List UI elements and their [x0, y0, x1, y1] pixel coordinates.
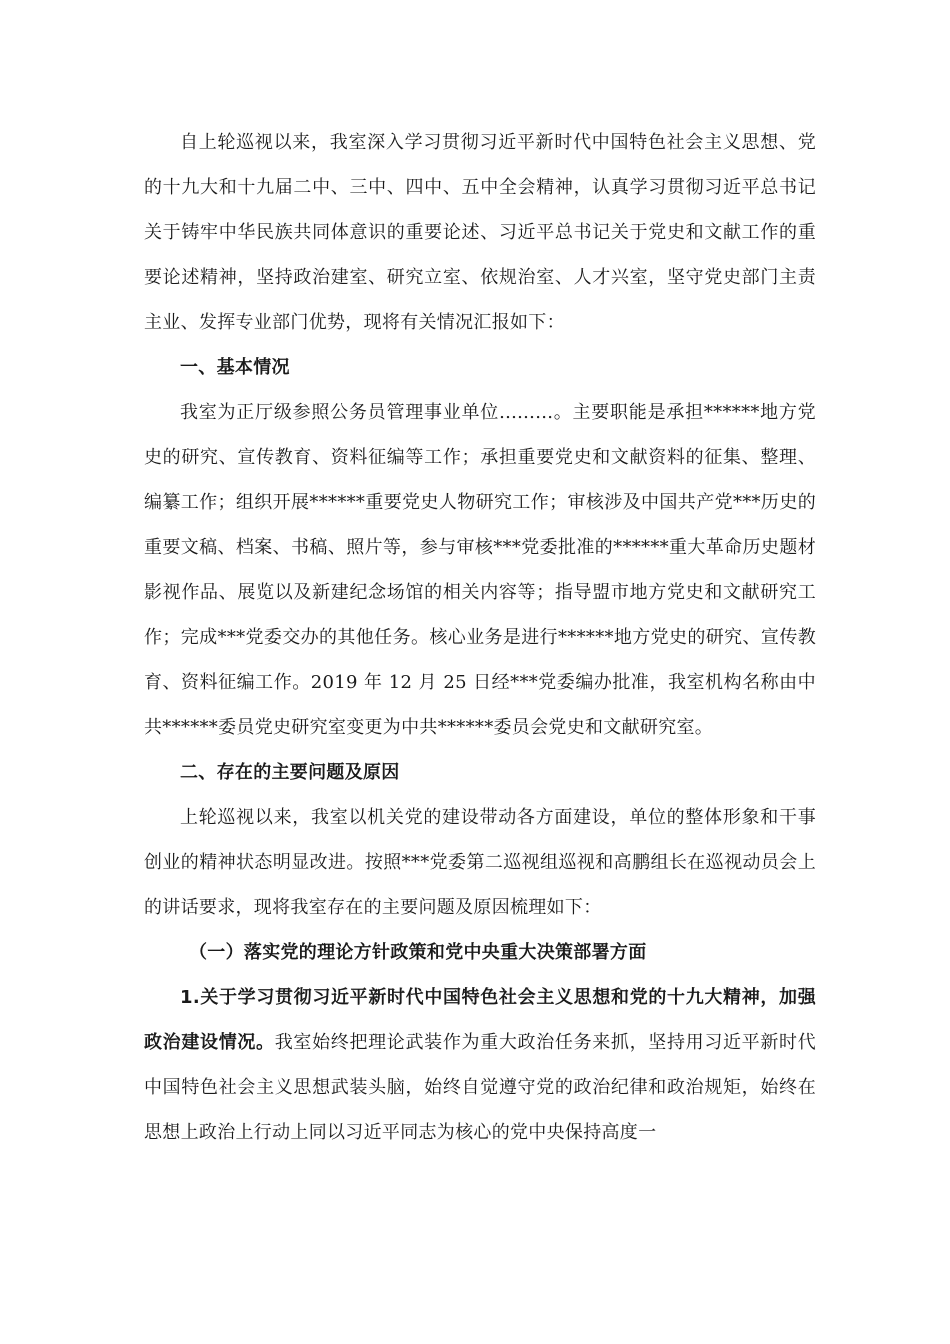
problems-paragraph: 上轮巡视以来，我室以机关党的建设带动各方面建设，单位的整体形象和干事创业的精神状态明显改进。按照***党委第二巡视组巡视和高鹏组长在巡视动员会上的讲话要求，现将我室存在的主要问题及原因梳理如下： — [144, 807, 816, 918]
item-1-paragraph — [144, 975, 816, 1155]
section-heading-basic: 一、基本情况 — [180, 357, 290, 378]
basic-info-paragraph: 我室为正厅级参照公务员管理事业单位.........。主要职能是承担******地方党史的研究、宣传教育、资料征编等工作；承担重要党史和文献资料的征集、整理、编纂工作；组织开展******重要党史人物研究工作；审核涉及中国共产党***历史的重要文稿、档案、书稿、照片等，参与审核***党委批准的******重大革命历史题材影视作品、展览以及新建纪念场馆的相关内容等；指导盟市地方党史和文献研究工作；完成***党委交办的其他任务。核心业务是进行******地方党史的研究、宣传教育、资料征编工作。2019 年 12 月 25 日经***党委编办批准，我室机构名称由中共******委员党史研究室变更为中共******委员会党史和文献研究室。 — [144, 402, 816, 738]
item-1-body: 我室始终把理论武装作为重大政治任务来抓，坚持用习近平新时代中国特色社会主义思想武装头脑，始终自觉遵守党的政治纪律和政治规矩，始终在思想上政治上行动上同以习近平同志为核心的党中央保持高度一 — [144, 1032, 816, 1143]
document-body — [144, 120, 816, 1155]
subsection-heading-1: （一）落实党的理论方针政策和党中央重大决策部署方面 — [189, 942, 647, 963]
section-heading-problems: 二、存在的主要问题及原因 — [180, 762, 400, 783]
intro-paragraph: 自上轮巡视以来，我室深入学习贯彻习近平新时代中国特色社会主义思想、党的十九大和十九届二中、三中、四中、五中全会精神，认真学习贯彻习近平总书记关于铸牢中华民族共同体意识的重要论述、习近平总书记关于党史和文献工作的重要论述精神，坚持政治建室、研究立室、依规治室、人才兴室，坚守党史部门主责主业、发挥专业部门优势，现将有关情况汇报如下： — [144, 132, 816, 333]
item-1-lead: 1.关于学习贯彻习近平新时代中国特色社会主义思想和党的十九大精神，加强政治建设情况。 — [144, 987, 816, 1053]
